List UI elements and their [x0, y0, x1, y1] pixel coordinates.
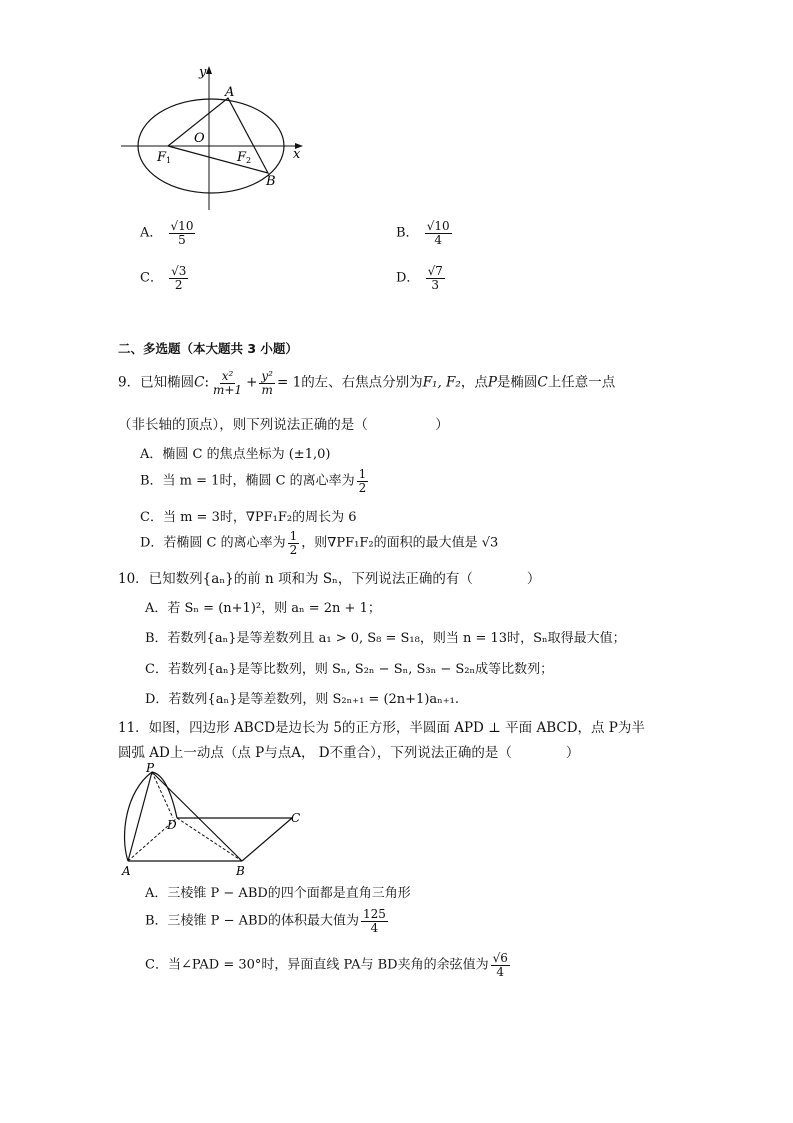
numerator: √3: [171, 264, 187, 278]
option-fraction: [425, 220, 452, 246]
q9-option-b[interactable]: [140, 468, 370, 494]
denominator: m: [261, 382, 273, 397]
q11-option-a[interactable]: A．三棱锥 P − ABD的四个面都是直角三角形: [145, 886, 411, 901]
denominator: 2: [174, 277, 183, 292]
f1-label: F1: [157, 150, 172, 165]
point-c-label: C: [291, 811, 301, 825]
q8-option-b[interactable]: [396, 220, 454, 246]
point-d-label: D: [167, 818, 177, 832]
option-letter: B．: [396, 225, 419, 241]
option-fraction: [361, 908, 388, 934]
q10-stem: 10．已知数列{aₙ}的前 n 项和为 Sₙ，下列说法正确的有（ ）: [118, 571, 541, 587]
point-b-label: B: [266, 174, 276, 189]
denominator: 2: [358, 480, 367, 495]
y-fraction: [259, 370, 275, 396]
f2-label: F2: [237, 150, 252, 165]
option-text: C．当∠PAD = 30°时，异面直线 PA与 BD夹角的余弦值为: [145, 957, 489, 973]
q11-option-c[interactable]: [145, 952, 512, 978]
option-fraction: [426, 265, 445, 291]
q10-option-c[interactable]: C．若数列{aₙ}是等比数列，则 Sₙ, S₂ₙ − Sₙ, S₃ₙ − S₂ₙ成等比数列；: [145, 662, 554, 677]
numerator: 1: [358, 467, 367, 481]
q8-option-c[interactable]: [140, 265, 190, 291]
point-a-label: A: [122, 864, 131, 877]
edge-p-a: [128, 772, 152, 861]
denominator: 3: [431, 277, 440, 292]
point-p: P: [487, 374, 497, 391]
q9-text: 上任意一点: [547, 374, 616, 391]
q11-stem-line2: 圆弧 AD上一动点（点 P与点A， D不重合），下列说法正确的是（ ）: [118, 745, 580, 761]
section-title: 二、多选题（本大题共 3 小题）: [118, 341, 298, 356]
numerator: y²: [261, 369, 273, 383]
option-fraction: [357, 468, 369, 494]
numerator: √6: [492, 951, 508, 965]
denominator: 2: [289, 542, 298, 557]
option-fraction: [169, 265, 188, 291]
y-axis-arrow: [206, 66, 212, 74]
denominator: 4: [496, 964, 505, 979]
option-letter: A．: [140, 225, 163, 241]
q8-option-a[interactable]: [140, 220, 197, 246]
q9-text: 9．已知椭圆: [118, 374, 195, 391]
q10-option-b[interactable]: B．若数列{aₙ}是等差数列且 a₁ > 0, S₈ = S₁₈，则当 n = 13时，Sₙ取得最大值；: [145, 631, 626, 646]
ellipse-figure: [115, 60, 315, 215]
denominator: 5: [178, 232, 186, 247]
q9-option-c[interactable]: C．当 m = 3时，∇PF₁F₂的周长为 6: [140, 510, 357, 525]
q9-stem-line2: （非长轴的顶点），则下列说法正确的是（ ）: [118, 417, 449, 433]
option-text: D．若椭圆 C 的离心率为: [140, 535, 286, 551]
option-letter: C．: [140, 270, 163, 286]
edge-p-b: [152, 772, 242, 861]
triangle-f1-a-b: [168, 98, 268, 173]
option-fraction: [288, 530, 300, 556]
ellipse-var: C: [194, 374, 205, 391]
numerator: √7: [427, 264, 443, 278]
ellipse-var: C: [537, 374, 548, 391]
q8-option-d[interactable]: [396, 265, 447, 291]
option-text: ，则∇PF₁F₂的面积的最大值是 √3: [301, 535, 499, 551]
origin-label: O: [194, 131, 205, 146]
q10-option-d[interactable]: D．若数列{aₙ}是等差数列，则 S₂ₙ₊₁ = (2n+1)aₙ₊₁.: [145, 692, 459, 707]
numerator: 1: [289, 529, 298, 543]
point-p-label: P: [146, 762, 155, 775]
option-fraction: [169, 220, 196, 246]
q9-text: 是椭圆: [496, 374, 538, 391]
q9-text: 的左、右焦点分别为: [301, 374, 423, 391]
q9-text: ，点: [460, 374, 488, 391]
option-fraction: [491, 952, 510, 978]
q11-option-b[interactable]: [145, 908, 390, 934]
equals-one: = 1: [276, 374, 302, 391]
q9-option-d[interactable]: [140, 530, 498, 556]
x-label: x: [293, 147, 301, 162]
q11-stem-line1: 11．如图，四边形 ABCD是边长为 5的正方形，半圆面 APD ⊥ 平面 ABCD，点 P为半: [118, 720, 645, 736]
point-b-label: B: [236, 864, 245, 877]
denominator: 4: [434, 232, 442, 247]
edge-p-d: [152, 772, 177, 818]
x-fraction: [211, 370, 244, 396]
numerator: 125: [362, 907, 386, 921]
option-letter: D．: [396, 270, 420, 286]
denominator: 4: [370, 920, 379, 935]
option-text: B．当 m = 1时，椭圆 C 的离心率为: [140, 473, 355, 489]
denominator: m+1: [213, 382, 243, 397]
q9-stem-line1: 9．已知椭圆C: $\frac{\text{x²}}{m+1}$ + $\frac{\text{y²}}{m}$ = 1的左、右焦点分别为F₁, F₂，点P是椭圆C上任意一点: [118, 369, 616, 397]
y-label: y: [199, 65, 207, 80]
option-text: B．三棱锥 P − ABD的体积最大值为: [145, 913, 359, 929]
point-a-label: A: [225, 85, 235, 100]
q10-option-a[interactable]: A．若 Sₙ = (n+1)²，则 aₙ = 2n + 1；: [145, 601, 381, 616]
foci: F₁, F₂: [422, 374, 461, 391]
pyramid-figure: [115, 762, 310, 877]
q9-option-a[interactable]: A．椭圆 C 的焦点坐标为 (±1,0): [140, 447, 331, 462]
numerator: x²: [221, 369, 234, 383]
numerator: √10: [426, 219, 450, 233]
edge-b-c: [242, 818, 292, 861]
numerator: √10: [170, 219, 194, 233]
dashed-d-b: [177, 818, 242, 861]
